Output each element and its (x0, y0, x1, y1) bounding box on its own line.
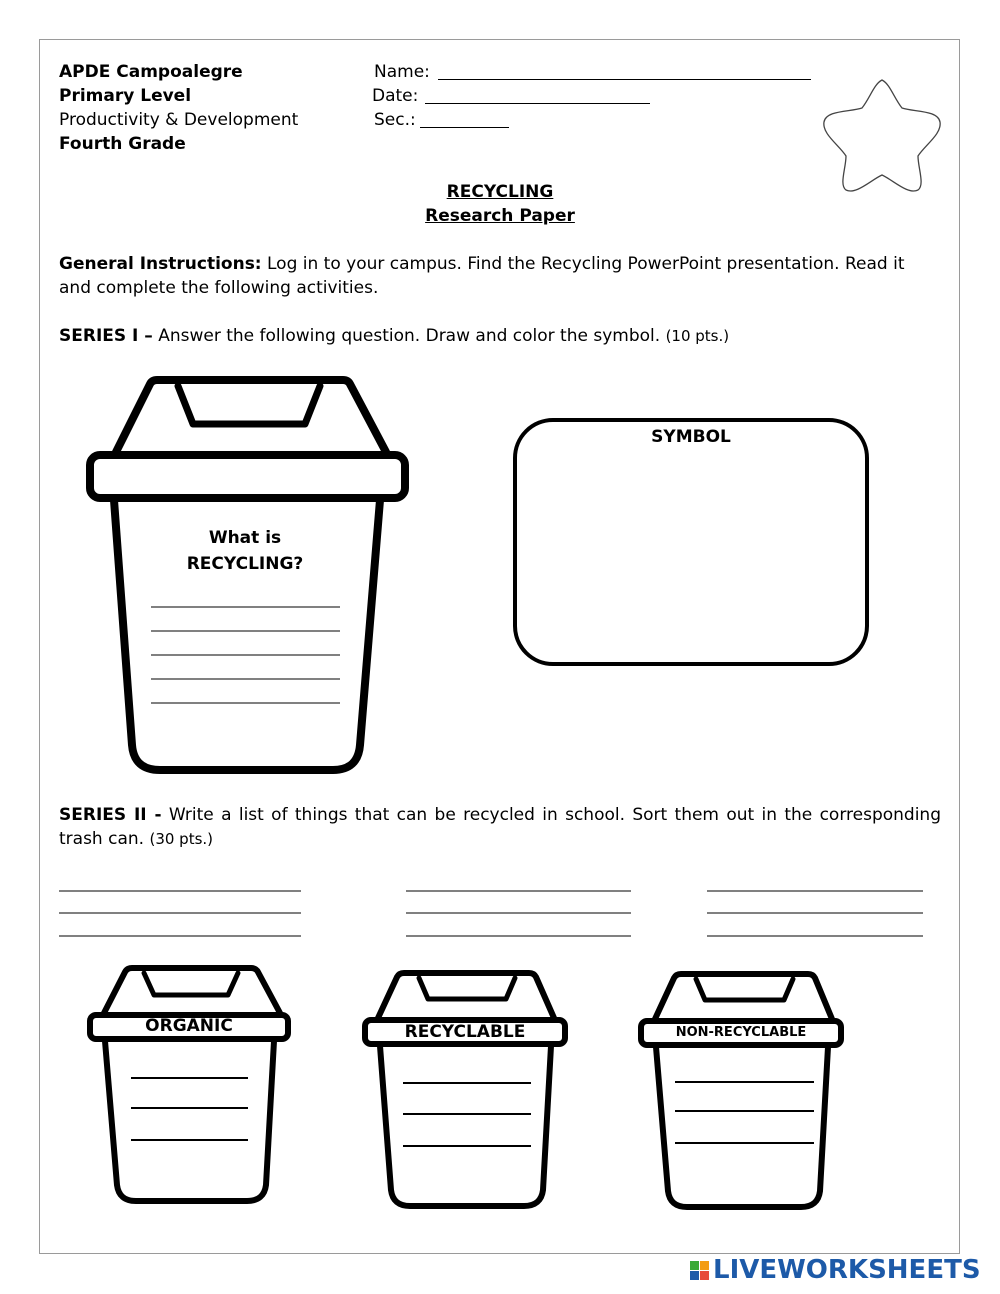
series1-points: (10 pts.) (665, 327, 730, 345)
series1-instructions (59, 324, 941, 348)
school-level: Primary Level (59, 86, 192, 106)
instructions-text: Log in to your campus. Find the Recycling PowerPoint presentation. Read it and complete the following activities. (59, 254, 905, 298)
worksheet-title: RECYCLING (446, 182, 554, 202)
logo-tile-2 (700, 1261, 709, 1270)
recyclable-label: RECYCLABLE (404, 1022, 526, 1042)
logo-tile-3 (690, 1271, 699, 1280)
question-line2: RECYCLING? (186, 554, 304, 574)
symbol-label: SYMBOL (651, 427, 731, 447)
question-line1: What is (208, 528, 282, 548)
liveworksheets-brand[interactable] (690, 1254, 981, 1286)
worksheet-subtitle: Research Paper (425, 206, 575, 226)
series2-text: Write a list of things that can be recycled in school. Sort them out in the corresponding trash can. (59, 805, 941, 849)
organic-label: ORGANIC (145, 1016, 233, 1036)
date-label: Date: (372, 86, 419, 106)
series2-instructions (59, 803, 941, 851)
grade-label: Fourth Grade (59, 134, 186, 154)
liveworksheets-logo-icon (690, 1261, 709, 1280)
date-field[interactable] (425, 103, 650, 104)
school-name: APDE Campoalegre (59, 62, 243, 82)
sec-label: Sec.: (374, 110, 416, 130)
series2-points: (30 pts.) (149, 830, 214, 848)
series1-text: Answer the following question. Draw and color the symbol. (152, 326, 666, 346)
general-instructions (59, 252, 941, 300)
name-label: Name: (374, 62, 430, 82)
series2-label: SERIES II - (59, 805, 162, 825)
name-field[interactable] (438, 79, 811, 80)
subject-name: Productivity & Development (59, 110, 299, 130)
logo-tile-1 (690, 1261, 699, 1270)
series1-label: SERIES I – (59, 326, 153, 346)
sec-field[interactable] (420, 127, 509, 128)
brand-text: LIVEWORKSHEETS (713, 1255, 981, 1285)
non-recyclable-label: NON-RECYCLABLE (675, 1025, 807, 1040)
logo-tile-4 (700, 1271, 709, 1280)
instructions-label: General Instructions: (59, 254, 262, 274)
